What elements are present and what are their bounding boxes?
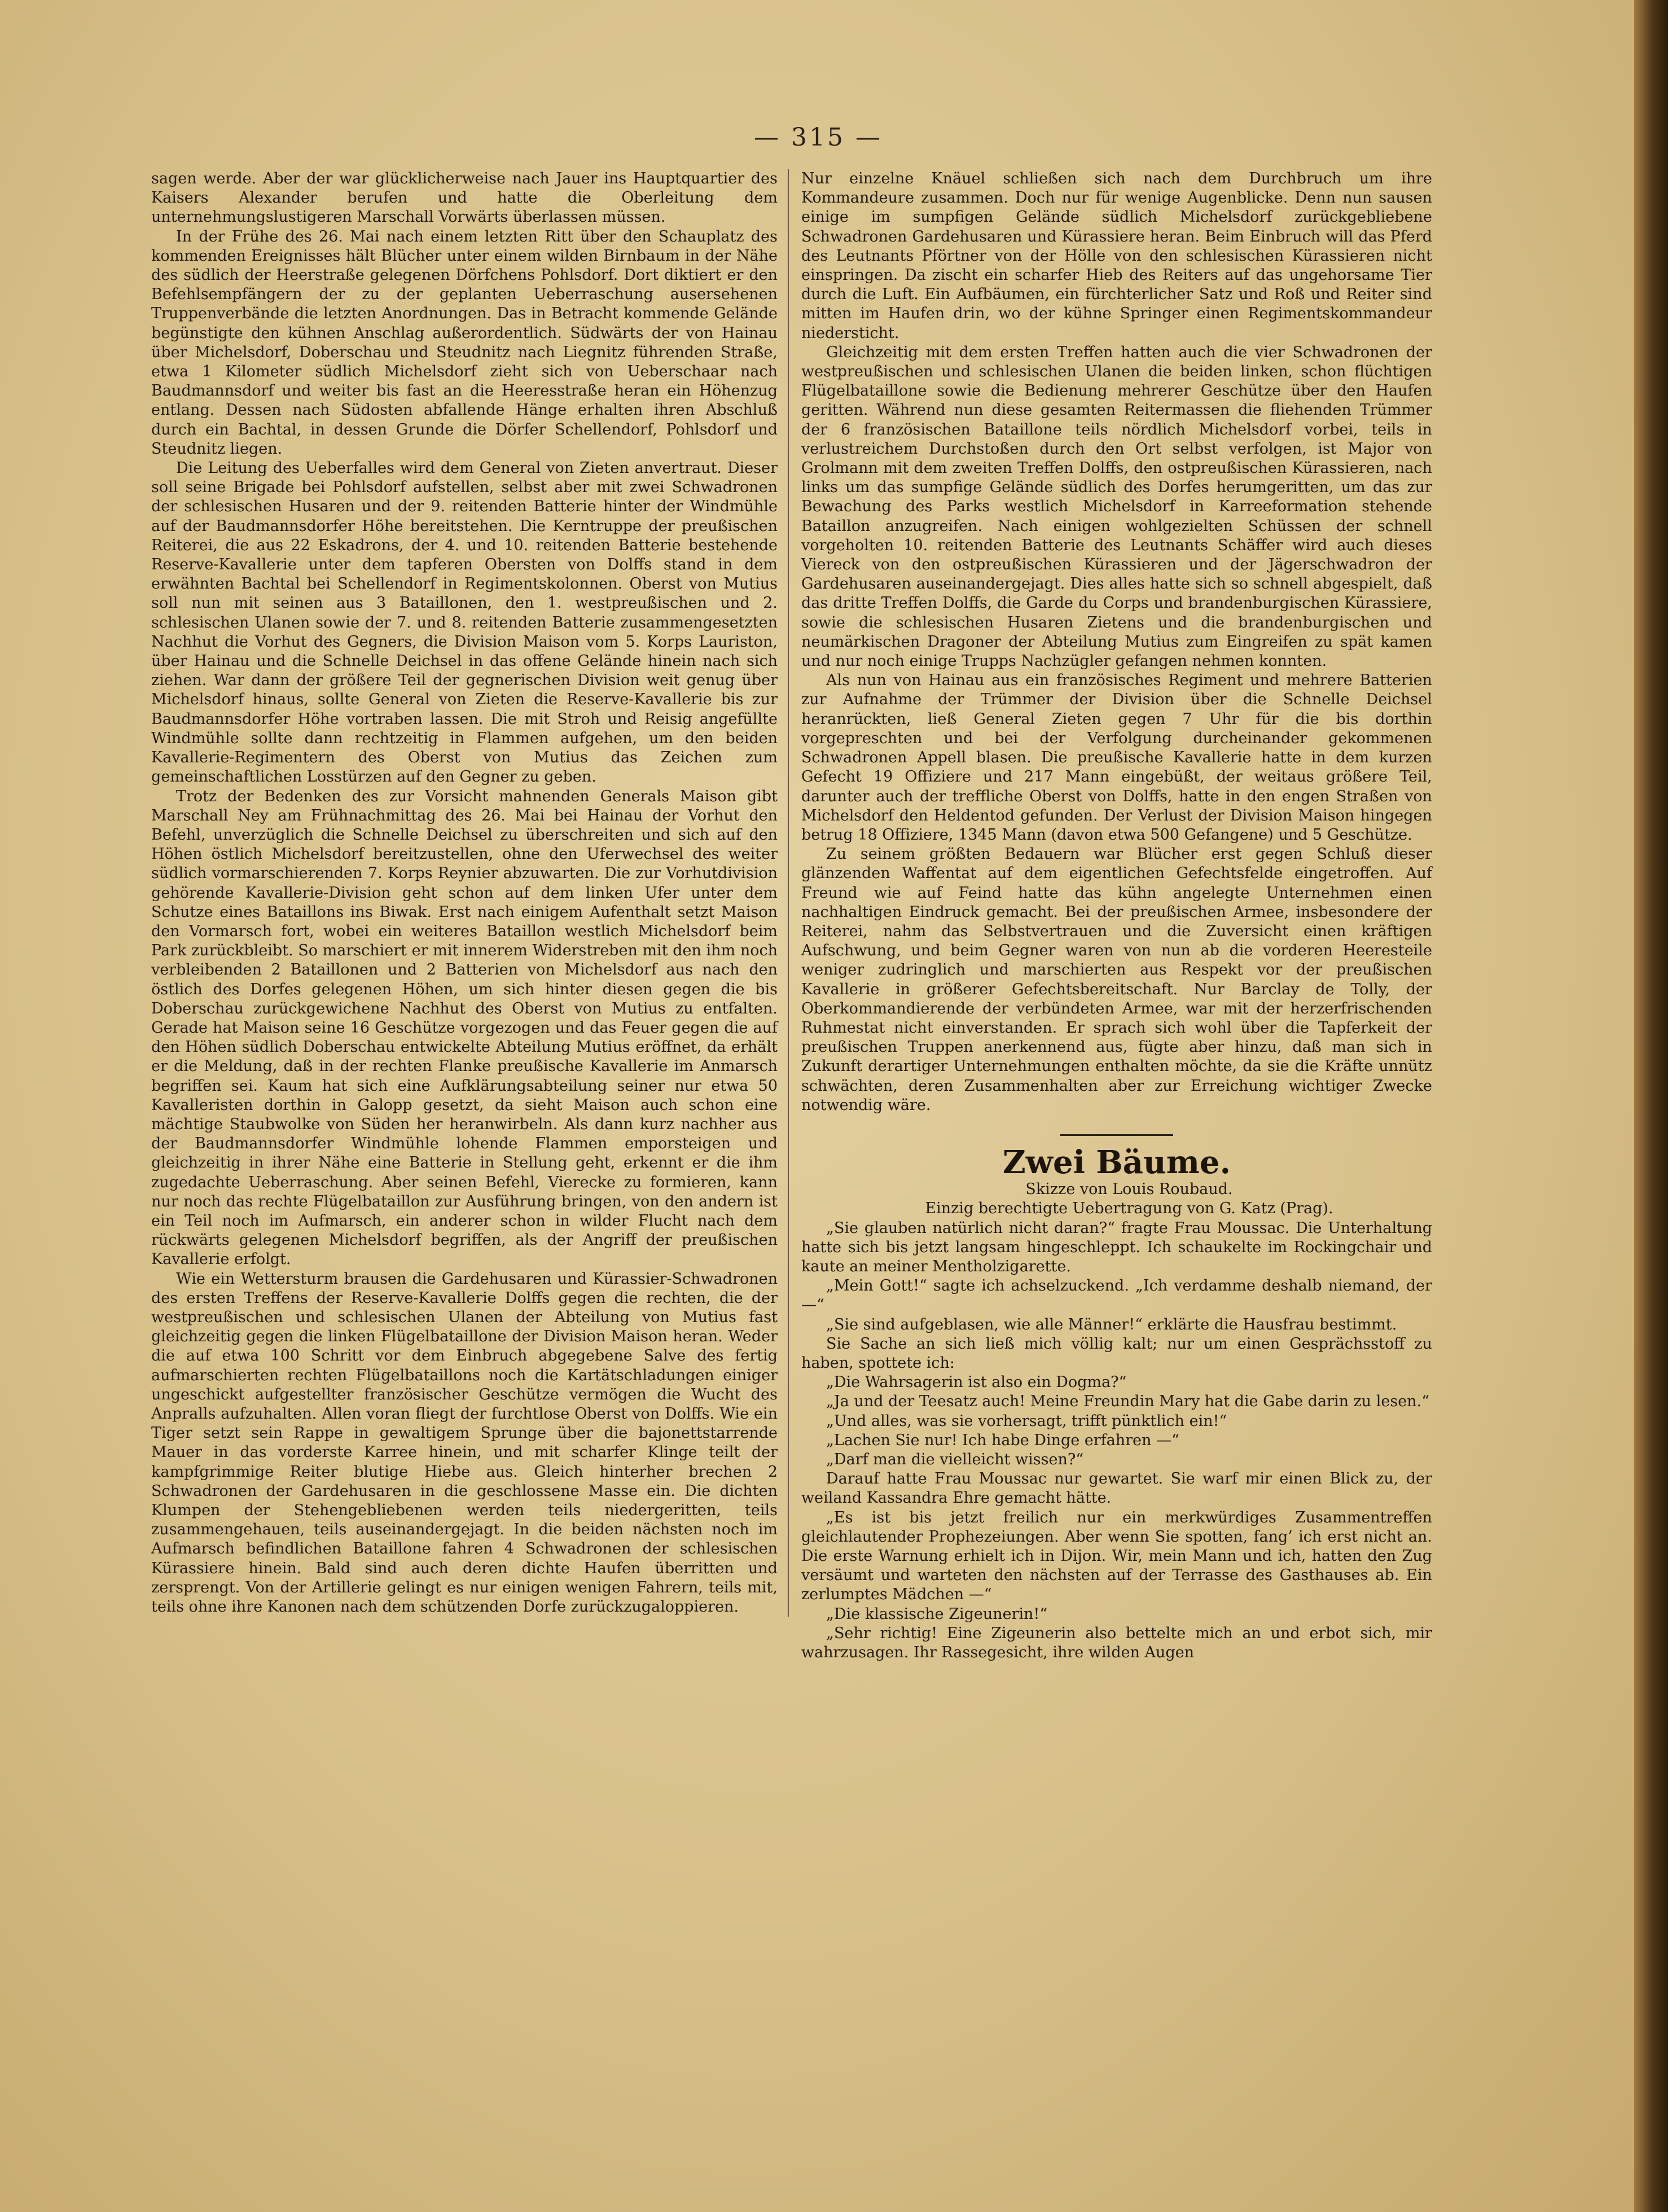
story-paragraph: „Sehr richtig! Eine Zigeunerin also bettelte mich an und erbot sich, mir wahrzusagen. Ihr Rassegesicht, ihre wilden Augen bbox=[801, 1624, 1432, 1662]
story-title: Zwei Bäume. bbox=[1002, 1143, 1231, 1181]
story-paragraph: „Und alles, was sie vorhersagt, trifft pünktlich ein!“ bbox=[826, 1412, 1227, 1430]
story-paragraph: „Ja und der Teesatz auch! Meine Freundin Mary hat die Gabe darin zu lesen.“ bbox=[826, 1393, 1430, 1411]
section-divider bbox=[1060, 1134, 1173, 1136]
story-paragraph: „Darf man die vielleicht wissen?“ bbox=[826, 1451, 1084, 1468]
left-paragraph: Wie ein Wettersturm brausen die Gardehusaren und Kürassier-Schwadronen des ersten Treffens der Reserve-Kavallerie Dolffs gegen die rechten, die der westpreußischen und schlesischen Ulanen der Abteilung von Mutius fast gleichzeitig gegen die linken Flügelbataillone der Division Maison heran. Weder die auf etwa 100 Schritt vor dem Einbruch abgegebene Salve des fertig aufmarschierten rechten Flügelbataillons noch die Kartätschladungen einiger ungeschickt aufgestellter französischer Geschütze vermögen die Wucht des Anpralls aufzuhalten. Allen voran fliegt der furchtlose Oberst von Dolffs. Wie ein Tiger setzt sein Rappe in gewaltigem Sprunge über die bajonettstarrende Mauer in das vorderste Karree hinein, und mit scharfer Klinge teilt der kampfgrimmige Reiter blutige Hiebe aus. Gleich hinterher brechen 2 Schwadronen der Gardehusaren in die geschlossene Masse ein. Die dichten Klumpen der Stehengebliebenen werden teils niedergeritten, teils zusammengehauen, teils auseinandergejagt. In die beiden nächsten noch im Aufmarsch befindlichen Bataillone fahren 4 Schwadronen der schlesischen Kürassiere hinein. Bald sind auch deren dichte Haufen überritten und zersprengt. Von der Artillerie gelingt es nur einigen wenigen Fahrern, teils mit, teils ohne ihre Kanonen nach dem schützenden Dorfe zurückzugaloppieren. bbox=[151, 1270, 778, 1616]
left-paragraph: Die Leitung des Ueberfalles wird dem General von Zieten anvertraut. Dieser soll seine Brigade bei Pohlsdorf aufstellen, selbst aber mit zwei Schwadronen der schlesischen Husaren und der 9. reitenden Batterie hinter der Windmühle auf der Baudmannsdorfer Höhe bereitstehen. Die Kerntruppe der preußischen Reiterei, die aus 22 Eskadrons, der 4. und 10. reitenden Batterie bestehende Reserve-Kavallerie unter dem tapferen Obersten von Dolffs stand in dem erwähnten Bachtal bei Schellendorf in Regimentskolonnen. Oberst von Mutius soll nun mit seinen aus 3 Bataillonen, den 1. westpreußischen und 2. schlesischen Ulanen sowie der 7. und 8. reitenden Batterie zusammengesetzten Nachhut die Vorhut des Gegners, die Division Maison vom 5. Korps Lauriston, über Hainau und die Schnelle Deichsel in das offene Gelände hinein nach sich ziehen. War dann der größere Teil der gegnerischen Division weit genug über Michelsdorf hinaus, sollte General von Zieten die Reserve-Kavallerie bis zur Baudmannsdorfer Höhe vortraben lassen. Die mit Stroh und Reisig angefüllte Windmühle sollte dann rechtzeitig in Flammen aufgehen, um den beiden Kavallerie-Regimentern des Oberst von Mutius das Zeichen zum gemeinschaftlichen Losstürzen auf den Gegner zu geben. bbox=[151, 459, 778, 786]
story-paragraph: „Lachen Sie nur! Ich habe Dinge erfahren —“ bbox=[826, 1431, 1179, 1449]
page-number: — 315 — bbox=[754, 123, 883, 152]
left-paragraph: Trotz der Bedenken des zur Vorsicht mahnenden Generals Maison gibt Marschall Ney am Frühnachmittag des 26. Mai bei Hainau der Vorhut den Befehl, unverzüglich die Schnelle Deichsel zu überschreiten und sich auf den Höhen östlich Michelsdorf bereitzustellen, ohne den Uferwechsel des weiter südlich vormarschierenden 7. Korps Reynier abzuwarten. Die zur Vorhutdivision gehörende Kavallerie-Division geht schon auf dem linken Ufer unter dem Schutze eines Bataillons ins Biwak. Erst nach einigem Aufenthalt setzt Maison den Vormarsch fort, wobei ein weiteres Bataillon westlich Michelsdorf beim Park zurückbleibt. So marschiert er mit innerem Widerstreben mit den ihm noch verbleibenden 2 Bataillonen und 2 Batterien von Michelsdorf aus nach den östlich des Dorfes gelegenen Höhen, um sich hinter diesen gegen die bis Doberschau zurückgewichene Nachhut des Oberst von Mutius zu entfalten. Gerade hat Maison seine 16 Geschütze vorgezogen und das Feuer gegen die auf den Höhen südlich Doberschau entwickelte Abteilung Mutius eröffnet, da erhält er die Meldung, daß in der rechten Flanke preußische Kavallerie im Anmarsch begriffen sei. Kaum hat sich eine Aufklärungsabteilung seiner nur etwa 50 Kavalleristen dorthin in Galopp gesetzt, da sieht Maison auch schon eine mächtige Staubwolke von Süden her heranwirbeln. Als dann kurz nachher aus der Baudmannsdorfer Windmühle lohende Flammen emporsteigen und gleichzeitig in ihrer Nähe eine Batterie in Stellung geht, erkennt er die ihm zugedachte Ueberraschung. Aber seinen Befehl, Vierecke zu formieren, kann nur noch das rechte Flügelbataillon zur Ausführung bringen, von den andern ist ein Teil noch im Aufmarsch, ein anderer schon in wilder Flucht nach dem rückwärts gelegenen Michelsdorf begriffen, als der Angriff der preußischen Kavallerie erfolgt. bbox=[151, 787, 778, 1269]
story-subtitle: Skizze von Louis Roubaud. bbox=[1025, 1180, 1233, 1199]
left-paragraph: In der Frühe des 26. Mai nach einem letzten Ritt über den Schauplatz des kommenden Ereignisses hält Blücher unter einem wilden Birnbaum in der Nähe des südlich der Heerstraße gelegenen Dörfchens Pohlsdorf. Dort diktiert er den Befehlsempfängern der zu der geplanten Ueberraschung ausersehenen Truppenverbände die letzten Anordnungen. Das in Betracht kommende Gelände begünstigte den kühnen Anschlag außerordentlich. Südwärts der von Hainau über Michelsdorf, Doberschau und Steudnitz nach Liegnitz führenden Straße, etwa 1 Kilometer südlich Michelsdorf zieht sich von Ueberschaar nach Baudmannsdorf und weiter bis fast an die Heeresstraße heran ein Höhenzug entlang. Dessen nach Südosten abfallende Hänge erhalten ihren Abschluß durch ein Bachtal, in dessen Grunde die Dörfer Schellendorf, Pohlsdorf und Steudnitz liegen. bbox=[151, 227, 778, 458]
right-paragraph: Nur einzelne Knäuel schließen sich nach dem Durchbruch um ihre Kommandeure zusammen. Doch nur für wenige Augenblicke. Denn nun sausen einige im sumpfigen Gelände südlich Michelsdorf zurückgebliebene Schwadronen Gardehusaren und Kürassiere heran. Beim Einbruch will das Pferd des Leutnants Pförtner von der Hölle von den schlesischen Kürassieren nicht einspringen. Da zischt ein scharfer Hieb des Reiters auf das ungehorsame Tier durch die Luft. Ein Aufbäumen, ein fürchterlicher Satz und Roß und Reiter sind mitten im Haufen drin, wo der kühne Springer einen Regimentskommandeur niedersticht. bbox=[801, 170, 1432, 342]
right-paragraph: Zu seinem größten Bedauern war Blücher erst gegen Schluß dieser glänzenden Waffentat auf dem eigentlichen Gefechtsfelde eingetroffen. Auf Freund wie auf Feind hatte das kühn angelegte Unternehmen einen nachhaltigen Eindruck gemacht. Bei der preußischen Armee, insbesondere der Reiterei, nahm das Selbstvertrauen und die Zuversicht einen kräftigen Aufschwung, und beim Gegner waren von nun ab die vorderen Heeresteile weniger zudringlich und marschierten aus Respekt vor der preußischen Kavallerie in größerer Gefechtsbereitschaft. Nur Barclay de Tolly, der Oberkommandierende der verbündeten Armee, war mit der herzerfrischenden Ruhmestat nicht einverstanden. Er sprach sich wohl über die Tapferkeit der preußischen Truppen anerkennend aus, fügte aber hinzu, daß man sich in Zukunft derartiger Unternehmungen enthalten möchte, da sie die Kräfte unnütz schwächten, deren Zusammenhalten aber zur Erreichung wichtiger Zwecke notwendig wäre. bbox=[801, 845, 1432, 1114]
story-paragraph: „Die Wahrsagerin ist also ein Dogma?“ bbox=[826, 1373, 1127, 1392]
left-paragraph: sagen werde. Aber der war glücklicherweise nach Jauer ins Hauptquartier des Kaisers Alexander berufen und hatte die Oberleitung dem unternehmungslustigeren Marschall Vorwärts überlassen müssen. bbox=[151, 170, 778, 226]
story-paragraph: „Mein Gott!“ sagte ich achselzuckend. „Ich verdamme deshalb niemand, der —“ bbox=[801, 1277, 1432, 1314]
right-paragraph: Als nun von Hainau aus ein französisches Regiment und mehrere Batterien zur Aufnahme der Trümmer der Division über die Schnelle Deichsel heranrückten, ließ General Zieten gegen 7 Uhr für die bis dorthin vorgepreschten und bei der Verfolgung durcheinander gekommenen Schwadronen Appell blasen. Die preußische Kavallerie hatte in dem kurzen Gefecht 19 Offiziere und 217 Mann eingebüßt, der weitaus größere Teil, darunter auch der treffliche Oberst von Dolffs, hatte in den engen Straßen von Michelsdorf den Heldentod gefunden. Der Verlust der Division Maison hingegen betrug 18 Offiziere, 1345 Mann (davon etwa 500 Gefangene) und 5 Geschütze. bbox=[801, 672, 1432, 844]
story-paragraph: „Sie glauben natürlich nicht daran?“ fragte Frau Moussac. Die Unterhaltung hatte sich bis jetzt langsam hingeschleppt. Ich schaukelte im Rockingchair und kaute an meiner Mentholzigarette. bbox=[801, 1219, 1432, 1275]
story-paragraph: „Die klassische Zigeunerin!“ bbox=[826, 1605, 1048, 1623]
story-paragraph: Sie Sache an sich ließ mich völlig kalt; nur um einen Gesprächsstoff zu haben, spottete ich: bbox=[801, 1335, 1432, 1372]
left-column bbox=[151, 169, 789, 1617]
right-column bbox=[801, 169, 1432, 1662]
right-paragraph: Gleichzeitig mit dem ersten Treffen hatten auch die vier Schwadronen der westpreußischen und schlesischen Ulanen die beiden linken, schon flüchtigen Flügelbataillone sowie die Bedienung mehrerer Geschütze über den Haufen geritten. Während nun diese gesamten Reitermassen die fliehenden Trümmer der 6 französischen Bataillone teils nördlich Michelsdorf vorbei, teils in verlustreichem Durchstoßen durch den Ort selbst verfolgen, ist Major von Grolmann mit dem zweiten Treffen Dolffs, den ostpreußischen Kürassieren, nach links um das sumpfige Gelände südlich des Dorfes herumgeritten, um das zur Bewachung des Parks westlich Michelsdorf in Karreeformation stehende Bataillon anzugreifen. Nach einigen wohlgezielten Schüssen der schnell vorgeholten 10. reitenden Batterie des Leutnants Schäffer wird auch dieses Viereck von den ostpreußischen Kürassieren und der Jägerschwadron der Gardehusaren auseinandergejagt. Dies alles hatte sich so schnell abgespielt, daß das dritte Treffen Dolffs, die Garde du Corps und brandenburgischen Kürassiere, sowie die schlesischen Husaren Zietens und die brandenburgischen und neumärkischen Dragoner der Abteilung Mutius zum Eingreifen zu spät kamen und nur noch einige Trupps Nachzügler gefangen nehmen konnten. bbox=[801, 343, 1432, 670]
story-translation-note: Einzig berechtigte Uebertragung von G. Katz (Prag). bbox=[925, 1200, 1333, 1218]
story-paragraph: Darauf hatte Frau Moussac nur gewartet. Sie warf mir einen Blick zu, der weiland Kassandra Ehre gemacht hätte. bbox=[801, 1470, 1432, 1507]
story-paragraph: „Sie sind aufgeblasen, wie alle Männer!“ erklärte die Hausfrau bestimmt. bbox=[826, 1315, 1397, 1333]
story-paragraph: „Es ist bis jetzt freilich nur ein merkwürdiges Zusammentreffen gleichlautender Prophezeiungen. Aber wenn Sie spotten, fang’ ich erst nicht an. Die erste Warnung erhielt ich in Dijon. Wir, mein Mann und ich, hatten den Zug versäumt und warteten den nächsten auf der Terrasse des Gasthauses ab. Ein zerlumptes Mädchen —“ bbox=[801, 1508, 1432, 1604]
book-binding-edge bbox=[1634, 0, 1668, 2212]
